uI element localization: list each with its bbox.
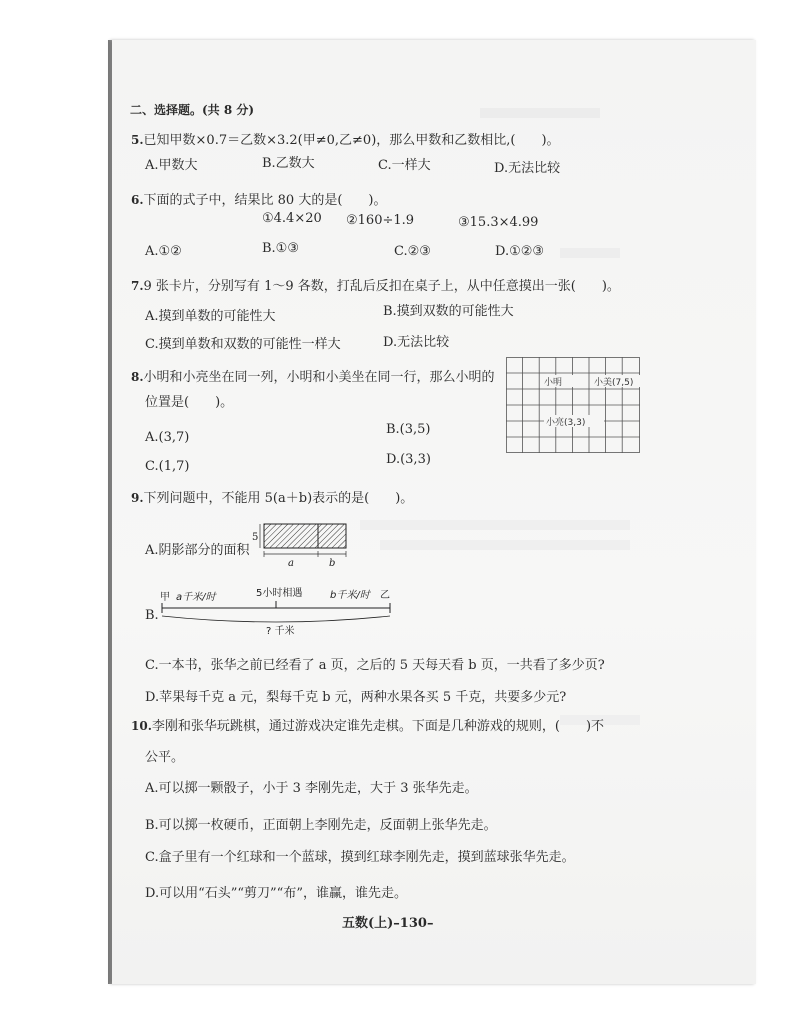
q5-option-d[interactable]: D.无法比较 [494,161,561,176]
q7-stem: 7.9 张卡片，分别写有 1～9 各数，打乱后反扣在桌子上，从中任意摸出一张( )。 [131,279,620,294]
grid-label-xiaoliang: 小亮(3,3) [546,418,586,428]
bleed-through-ghost [480,108,600,118]
q5-option-a[interactable]: A.甲数大 [145,158,198,173]
q7-option-a[interactable]: A.摸到单数的可能性大 [145,309,276,324]
q5-option-c[interactable]: C.一样大 [378,158,431,173]
q9-fig-distance: ? 千米 [266,626,295,637]
section-title: 二、选择题。(共 8 分) [130,103,255,117]
q9-fig-b-label: b [329,558,336,569]
q9-fig-b-speed: b千米/时 [330,590,370,601]
q7-option-d[interactable]: D.无法比较 [383,335,450,350]
q9-fig-jia: 甲 [160,592,170,603]
q10-option-d[interactable]: D.可以用“石头”“剪刀”“布”，谁赢，谁先走。 [145,886,407,901]
grid-label-xiaoming: 小明 [544,378,563,388]
q7-option-b[interactable]: B.摸到双数的可能性大 [383,304,514,319]
q5-stem: 5.已知甲数×0.7＝乙数×3.2(甲≠0,乙≠0)，那么甲数和乙数相比,( )。 [131,133,560,148]
q9-fig-meet: 5小时相遇 [256,588,303,599]
q6-option-a[interactable]: A.①② [145,244,182,259]
q10-stem-line2: 公平。 [145,750,185,765]
q8-option-c[interactable]: C.(1,7) [145,459,190,474]
q6-expr-1: ①4.4×20 [262,211,322,226]
q7-option-c[interactable]: C.摸到单数和双数的可能性一样大 [145,337,341,352]
page-footer: 五数(上)–130– [342,916,434,931]
q6-expr-3: ③15.3×4.99 [458,215,539,230]
q9-stem: 9.下列问题中，不能用 5(a＋b)表示的是( )。 [131,491,414,506]
q9-fig-a-label: a [288,558,294,569]
q8-stem-line2: 位置是( )。 [145,395,234,410]
q9-option-b-prefix[interactable]: B. [145,608,159,623]
q8-seat-grid [506,357,640,453]
q9-shaded-rect-figure [250,522,350,572]
q9-option-d[interactable]: D.苹果每千克 a 元，梨每千克 b 元，两种水果各买 5 千克，共要多少元? [145,690,567,705]
q6-expr-2: ②160÷1.9 [346,213,415,228]
q8-stem: 8.小明和小亮坐在同一列，小明和小美坐在同一行，那么小明的 [131,370,495,385]
q5-option-b[interactable]: B.乙数大 [262,156,315,171]
q8-option-b[interactable]: B.(3,5) [386,422,431,437]
q9-fig-a-speed: a千米/时 [176,592,216,603]
bleed-through-ghost [560,248,620,258]
q9-meeting-line-figure [150,584,410,638]
exam-sheet [112,40,756,984]
q10-option-c[interactable]: C.盒子里有一个红球和一个蓝球，摸到红球李刚先走，摸到蓝球张华先走。 [145,850,575,865]
q8-option-d[interactable]: D.(3,3) [386,452,431,467]
q6-option-b[interactable]: B.①③ [262,241,299,256]
q9-option-a[interactable]: A.阴影部分的面积 [145,543,250,558]
q9-fig-height-label: 5 [252,532,259,543]
grid-label-xiaomei: 小美(7,5) [594,378,634,388]
q6-option-d[interactable]: D.①②③ [495,244,545,259]
q10-option-b[interactable]: B.可以掷一枚硬币，正面朝上李刚先走，反面朝上张华先走。 [145,818,497,833]
q6-option-c[interactable]: C.②③ [394,244,431,259]
q6-stem: 6.下面的式子中，结果比 80 大的是( )。 [131,193,387,208]
bleed-through-ghost [380,540,630,550]
bleed-through-ghost [360,520,630,530]
q8-option-a[interactable]: A.(3,7) [145,430,190,445]
q9-option-c[interactable]: C.一本书，张华之前已经看了 a 页，之后的 5 天每天看 b 页，一共看了多少页? [145,658,605,673]
q10-option-a[interactable]: A.可以掷一颗骰子，小于 3 李刚先走，大于 3 张华先走。 [145,781,478,796]
q9-fig-yi: 乙 [380,590,390,601]
q10-stem: 10.李刚和张华玩跳棋，通过游戏决定谁先走棋。下面是几种游戏的规则，( )不 [131,719,605,734]
